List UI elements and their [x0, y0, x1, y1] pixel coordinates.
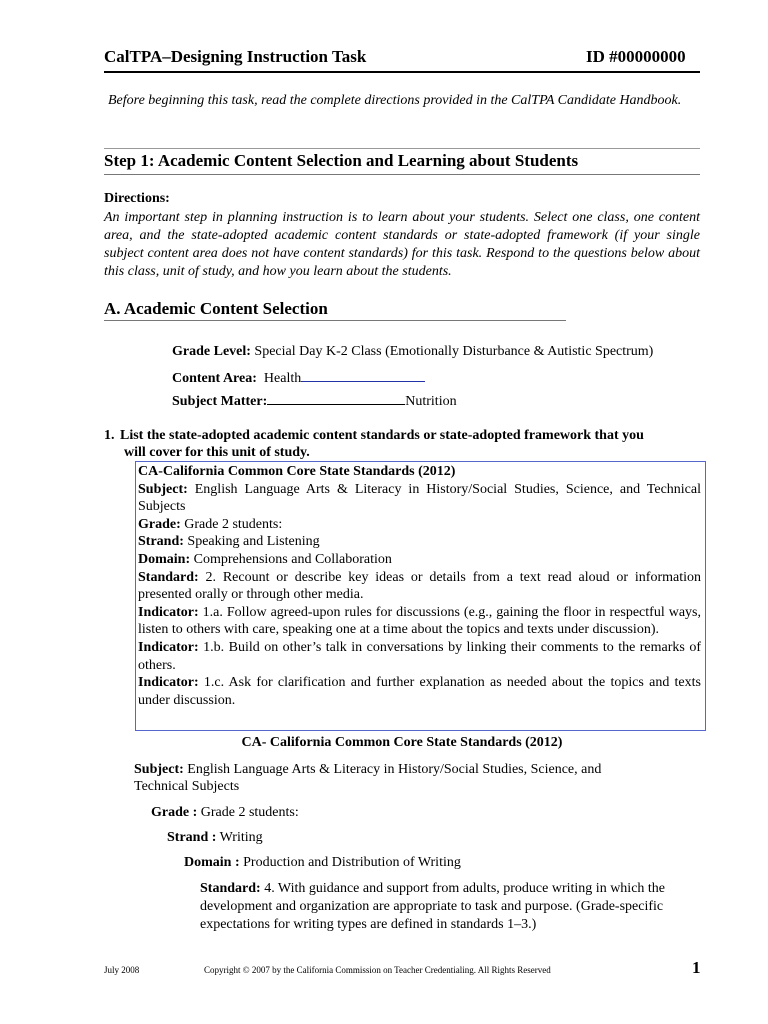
step-heading: Step 1: Academic Content Selection and Learning about Students [104, 151, 579, 170]
content-area-value: Health [263, 371, 302, 386]
subject-matter-value: Nutrition [405, 394, 457, 409]
content-area-label: Content Area: [172, 371, 257, 386]
standard-2-domain: Domain : Production and Distribution of Writing [184, 855, 461, 870]
standard-2-standard: Standard: 4. With guidance and support from adults, produce writing in which the development and organization are appropriate to task and purpose. (Grade-specific expectations for writing types are defined in standards 1–3.) [200, 881, 666, 932]
footer-copyright: Copyright © 2007 by the California Commission on Teacher Credentialing. All Rights Reserved [204, 965, 551, 975]
standards-text-box[interactable] [135, 461, 706, 731]
standard-2-subject: Subject: English Language Arts & Literacy in History/Social Studies, Science, and Technical Subjects [134, 762, 602, 794]
standard-box-indicator-1b: Indicator: 1.b. Build on other’s talk in conversations by linking their comments to the remarks of others. [138, 639, 701, 673]
standard-box-domain: Domain: Comprehensions and Collaboration [138, 551, 392, 567]
document-id: ID #00000000 [586, 47, 686, 66]
standard-2-title: CA- California Common Core State Standards (2012) [241, 735, 563, 750]
standard-2-strand: Strand : Writing [167, 830, 263, 845]
question-1-number: 1. [104, 428, 115, 443]
content-area-field [172, 368, 425, 387]
document-header-title: CalTPA–Designing Instruction Task [104, 47, 367, 66]
question-1-line-1: List the state-adopted academic content standards or state-adopted framework that you [120, 428, 644, 443]
directions-text: An important step in planning instruction is to learn about your students. Select one class, one content area, and the state-adopted academic content standards or state-adopted framework (if your single subject content area does not have content standards) for this task. Respond to the questions below about this class, unit of study, and how you learn about the students. [104, 210, 700, 279]
question-1 [104, 427, 700, 461]
content-area-underline [301, 368, 425, 382]
section-a-heading: A. Academic Content Selection [104, 299, 328, 318]
grade-level-value: Special Day K-2 Class (Emotionally Disturbance & Autistic Spectrum) [254, 344, 654, 359]
directions-label: Directions: [104, 191, 170, 206]
page-number: 1 [692, 958, 701, 977]
standard-box-indicator-1c: Indicator: 1.c. Ask for clarification and further explanation as needed about the topics and texts under discussion. [138, 675, 701, 708]
header-rule [104, 71, 700, 73]
subject-matter-underline [267, 391, 405, 405]
standard-box-strand: Strand: Speaking and Listening [138, 534, 320, 550]
grade-level-label: Grade Level: [172, 344, 251, 359]
grade-level-field [172, 344, 653, 360]
footer-date: July 2008 [104, 965, 140, 975]
standard-box-indicator-1a: Indicator: 1.a. Follow agreed-upon rules for discussions (e.g., gaining the floor in respectful ways, listen to others with care, speaking one at a time about the topics and texts under discussion). [138, 604, 701, 638]
question-1-line-2: will cover for this unit of study. [124, 445, 310, 460]
standard-box-title: CA-California Common Core State Standards (2012) [138, 464, 456, 479]
standard-box-standard: Standard: 2. Recount or describe key ideas or details from a text read aloud or information presented orally or through other media. [138, 569, 701, 603]
standard-box-subject: Subject: English Language Arts & Literacy in History/Social Studies, Science, and Technical Subjects [138, 481, 701, 515]
intro-note: Before beginning this task, read the complete directions provided in the CalTPA Candidate Handbook. [108, 93, 682, 108]
step-rule-bottom [104, 174, 700, 175]
standard-box-grade: Grade: Grade 2 students: [138, 516, 283, 532]
step-rule-top [104, 148, 700, 149]
section-a-rule [104, 320, 566, 321]
subject-matter-field [172, 391, 457, 410]
standard-2-grade: Grade : Grade 2 students: [151, 805, 299, 820]
subject-matter-label: Subject Matter: [172, 394, 268, 409]
